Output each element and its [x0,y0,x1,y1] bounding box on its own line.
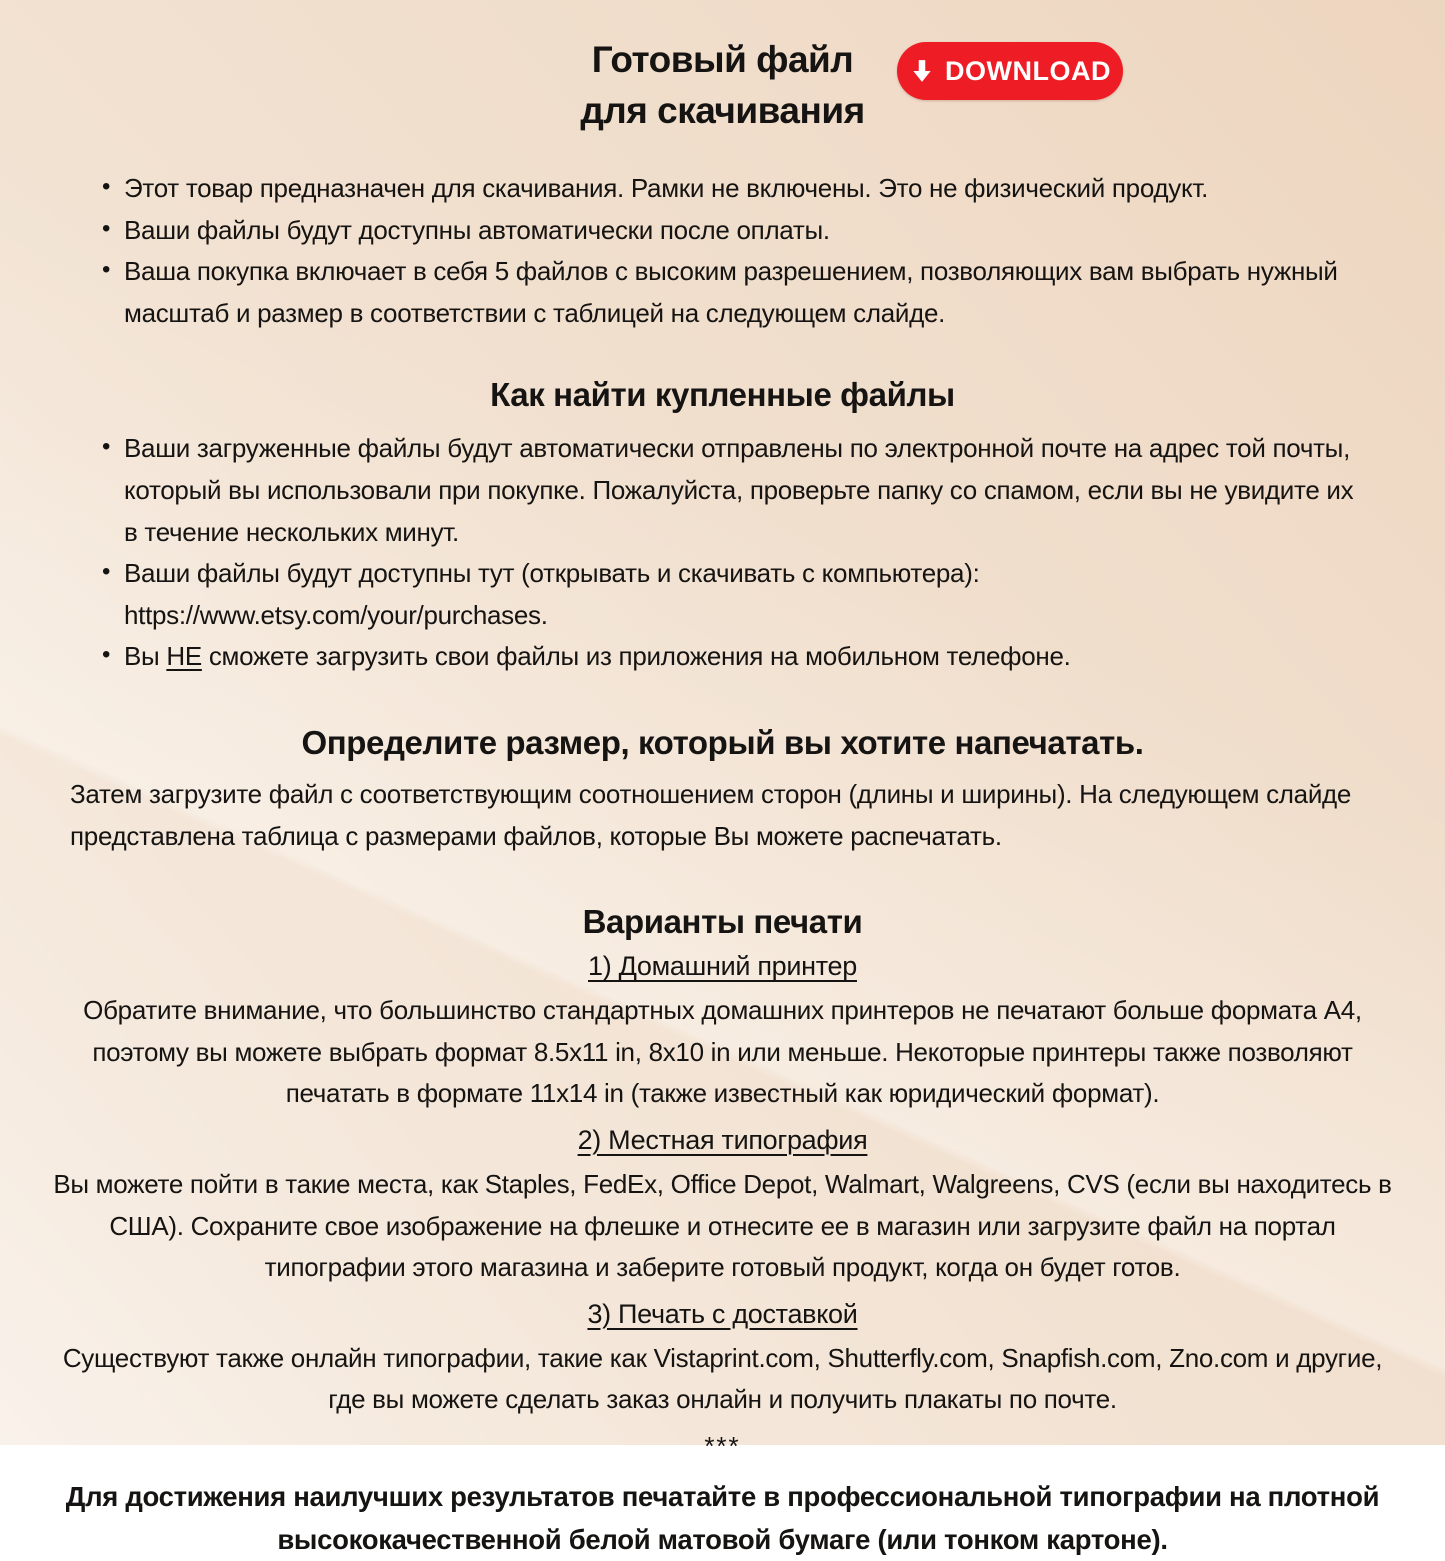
section-heading-print-options: Варианты печати [582,903,863,941]
mobile-note-prefix: Вы [124,641,167,672]
purchases-url: https://www.etsy.com/your/purchases. [124,599,548,630]
mobile-note-suffix: сможете загрузить свои файлы из приложения на мобильном телефоне. [201,641,1071,672]
print-option-3-paragraph: Существуют также онлайн типографии, такие как Vistaprint.com, Shutterfly.com, Snapfish.com, Zno.com и другие, где вы можете сделать заказ онлайн и получить плакаты по почте. [62,1342,1383,1415]
choose-size-paragraph: Затем загрузите файл с соответствующим соотношением сторон (длины и ширины). На следующем слайде представлена таблица с размерами файлов, которые Вы можете распечатать. [70,778,1352,851]
download-arrow-icon [909,58,935,84]
header [0,34,1445,144]
list-item [100,553,1360,636]
download-button-label: DOWNLOAD [945,55,1111,86]
list-item: • Ваша покупка включает в себя 5 файлов с высоким разрешением, позволяющих вам выбрать нужный масштаб и размер в соответствии с таблицей на следующем слайде. [100,251,1360,334]
section-heading-find-files: Как найти купленные файлы [490,376,955,414]
find-files-bullet-list [100,428,1360,678]
page-title [0,34,1445,136]
page-title-line1: Готовый файл [591,39,854,80]
list-item: • Этот товар предназначен для скачивания. Рамки не включены. Это не физический продукт. [100,168,1360,210]
print-option-2-title: 2) Местная типография [577,1124,868,1155]
separator-stars: *** [704,1430,741,1461]
print-option-2-paragraph: Вы можете пойти в такие места, как Staples, FedEx, Office Depot, Walmart, Walgreens, CVS (если вы находитесь в США). Сохраните свое изображение на флешке и отнесите ее в магазин или загрузите файл на портал типографии этого магазина и заберите готовый продукт, когда он будет готов. [53,1168,1392,1283]
print-option-1-title: 1) Домашний принтер [588,951,857,982]
section-choose-size [0,724,1445,857]
intro-bullet-list [100,168,1360,334]
list-item: • Ваши загруженные файлы будут автоматически отправлены по электронной почте на адрес той почты, который вы использовали при покупке. Пожалуйста, проверьте папку со спамом, если вы не увидите их в течение нескольких минут. [100,428,1360,553]
list-item: • Ваши файлы будут доступны автоматически после оплаты. [100,210,1360,252]
download-button[interactable] [897,42,1123,100]
section-find-files [0,376,1445,678]
page-title-line2: для скачивания [580,90,865,132]
mobile-note-emphasis: НЕ [166,641,202,672]
print-option-1-paragraph: Обратите внимание, что большинство стандартных домашних принтеров не печатают больше формата А4, поэтому вы можете выбрать формат 8.5x11 in, 8x10 in или меньше. Некоторые принтеры также позволяют печатать в формате 11x14 in (также известный как юридический формат). [83,995,1362,1109]
section-heading-choose-size: Определите размер, который вы хотите напечатать. [301,723,1144,761]
footer-note: Для достижения наилучших результатов печатайте в профессиональной типографии на плотной высококачественной белой матовой бумаге (или тонком картоне). [65,1480,1380,1555]
section-print-options [0,903,1445,1561]
list-item [100,636,1360,678]
purchases-link-intro: Ваши файлы будут доступны тут (открывать и скачивать с компьютера): [124,558,980,589]
print-option-3-title: 3) Печать с доставкой [587,1298,858,1329]
